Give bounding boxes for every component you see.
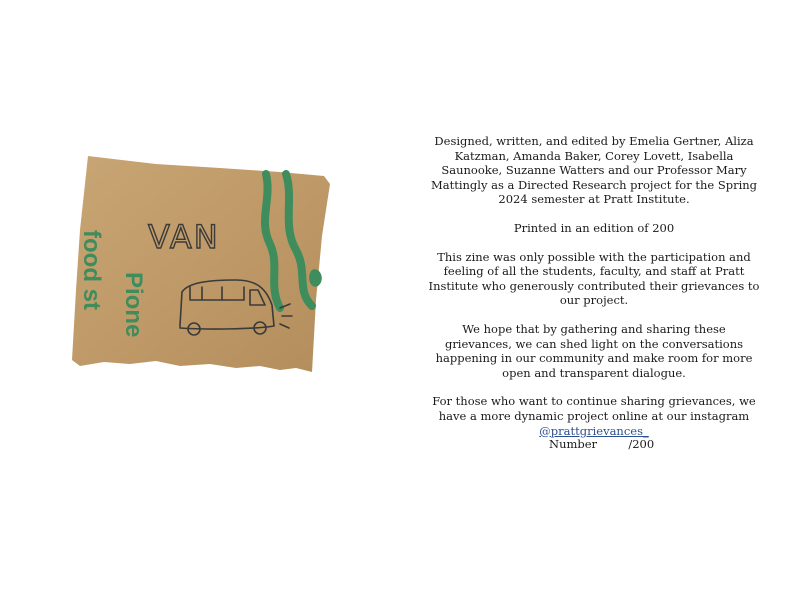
torn-paper-bag-photo (60, 140, 340, 390)
hope-paragraph: We hope that by gathering and sharing these grievances, we can shed light on the conversations happening in our community and make room for more open and transparent dialogue. (435, 321, 753, 380)
bag-print-line-2: food st (78, 230, 105, 310)
instagram-paragraph (428, 394, 760, 438)
edition-number-total: /200 (628, 437, 655, 451)
instagram-intro: For those who want to continue sharing grievances, we have a more dynamic project online at our instagram (432, 394, 756, 423)
credits-column (428, 134, 760, 452)
bag-print-line-1: Pione (120, 272, 147, 338)
handwritten-word: VAN (148, 218, 220, 256)
instagram-link[interactable]: @prattgrievances_ (539, 423, 649, 438)
green-blob (309, 269, 322, 286)
edition-number (549, 437, 654, 451)
edition-note: Printed in an edition of 200 (513, 220, 675, 235)
edition-number-label: Number (549, 437, 598, 451)
thanks-paragraph: This zine was only possible with the participation and feeling of all the students, faculty, and staff at Pratt Institute who generously contributed their grievances to our project. (428, 249, 760, 308)
credits-paragraph: Designed, written, and edited by Emelia Gertner, Aliza Katzman, Amanda Baker, Corey Lovett, Isabella Saunooke, Suzanne Watters and our Professor Mary Mattingly as a Directed Research project for the Spring 2024 semester at Pratt Institute. (430, 134, 758, 207)
